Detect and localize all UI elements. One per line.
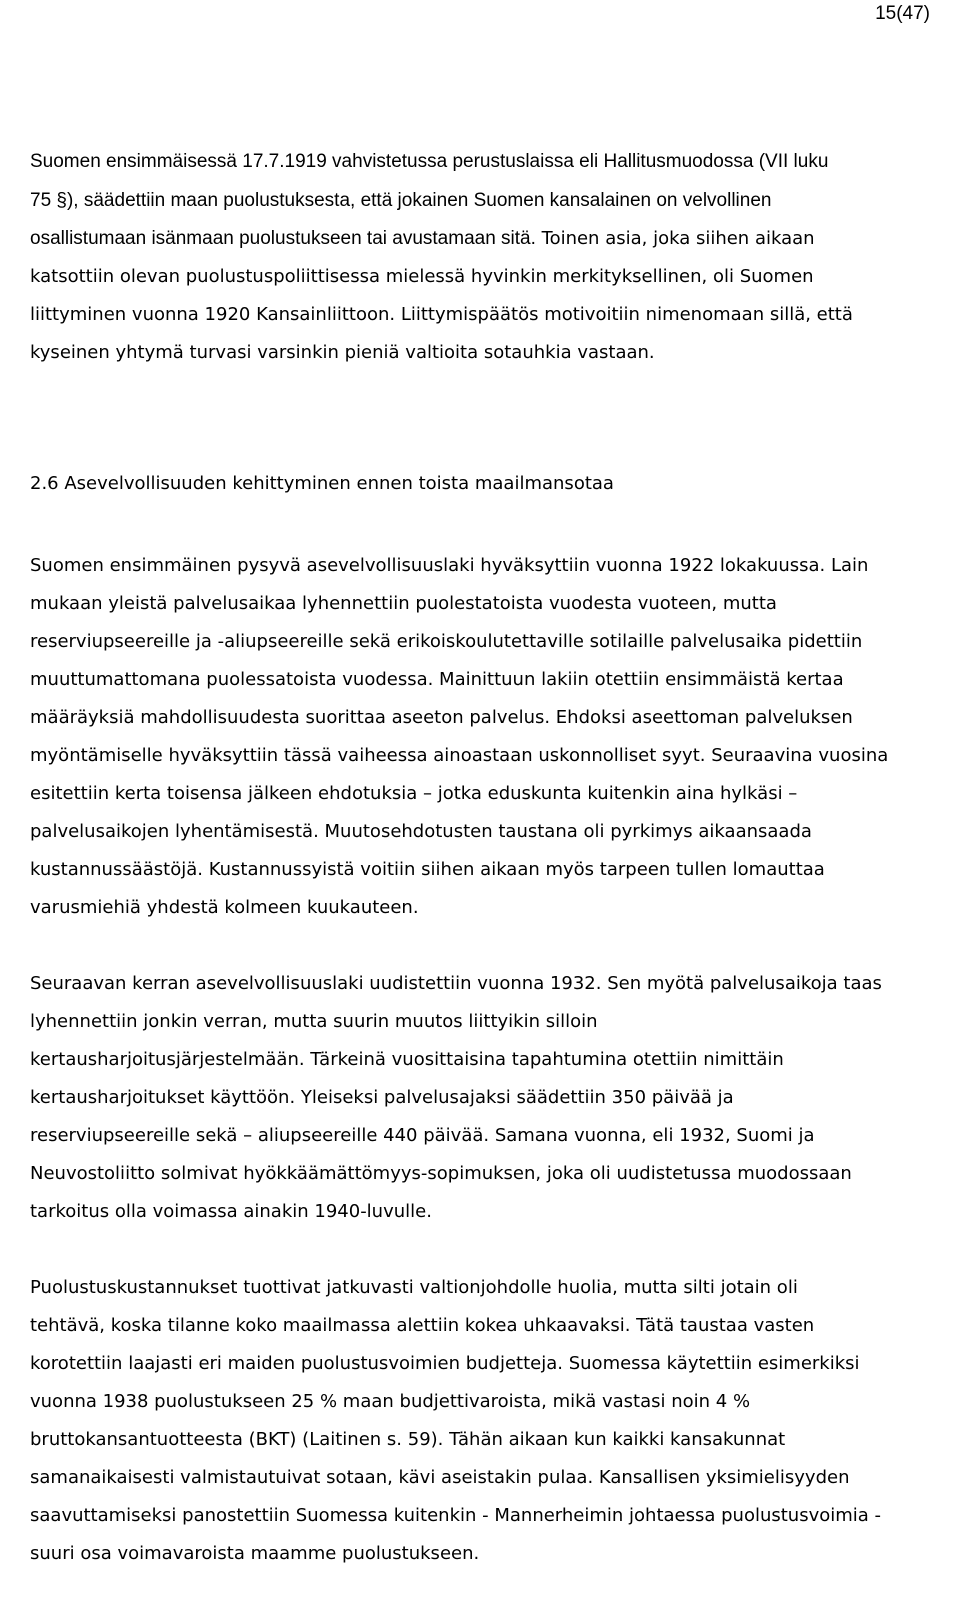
text-line: tehtävä, koska tilanne koko maailmassa alettiin kokea uhkaavaksi. Tätä taustaa vasten [30, 1315, 815, 1336]
text-line [30, 150, 828, 174]
text-line: korotettiin laajasti eri maiden puolustusvoimien budjetteja. Suomessa käytettiin esimerkiksi [30, 1353, 860, 1374]
text-line [30, 341, 655, 365]
text-line: kustannussäästöjä. Kustannussyistä voitiin siihen aikaan myös tarpeen tullen lomauttaa [30, 859, 825, 880]
text-segment: Suomen ensimmäisessä 17.7.1919 vahvistetussa perustuslaissa eli Hallitusmuodossa (VII luku [30, 151, 829, 172]
text-line: palvelusaikojen lyhentämisestä. Muutosehdotusten taustana oli pyrkimys aikaansaada [30, 821, 812, 842]
text-line: kertausharjoitukset käyttöön. Yleiseksi palvelusajaksi säädettiin 350 päivää ja [30, 1087, 734, 1108]
text-line: Puolustuskustannukset tuottivat jatkuvasti valtionjohdolle huolia, mutta silti jotain oli [30, 1277, 798, 1298]
text-line: mukaan yleistä palvelusaikaa lyhennettiin puolestatoista vuodesta vuoteen, mutta [30, 593, 777, 614]
text-line: Suomen ensimmäinen pysyvä asevelvollisuuslaki hyväksyttiin vuonna 1922 lokakuussa. Lain [30, 555, 869, 576]
text-line: varusmiehiä yhdestä kolmeen kuukauteen. [30, 897, 419, 918]
text-line: Seuraavan kerran asevelvollisuuslaki uudistettiin vuonna 1932. Sen myötä palvelusaikoja taas [30, 973, 882, 994]
text-segment: 75 §), säädettiin maan puolustuksesta, että jokainen Suomen kansalainen on velvollinen [30, 190, 772, 211]
text-segment: kyseinen yhtymä turvasi varsinkin pieniä valtioita sotauhkia vastaan. [30, 342, 655, 363]
text-line: reserviupseereille ja -aliupseereille sekä erikoiskoulutettaville sotilaille palvelusaika pidettiin [30, 631, 863, 652]
text-line: suuri osa voimavaroista maamme puolustukseen. [30, 1543, 480, 1564]
text-line: lyhennettiin jonkin verran, mutta suurin muutos liittyikin silloin [30, 1011, 598, 1032]
text-segment: osallistumaan isänmaan puolustukseen tai avustamaan sitä. [30, 228, 536, 249]
text-line [30, 227, 815, 251]
page-number: 15(47) [875, 3, 930, 24]
text-line: samanaikaisesti valmistautuivat sotaan, kävi aseistakin pulaa. Kansallisen yksimielisyyden [30, 1467, 850, 1488]
text-line [30, 303, 853, 327]
text-line: vuonna 1938 puolustukseen 25 % maan budjettivaroista, mikä vastasi noin 4 % [30, 1391, 751, 1412]
text-line [30, 189, 771, 213]
text-line: esitettiin kerta toisensa jälkeen ehdotuksia – jotka eduskunta kuitenkin aina hylkäsi – [30, 783, 798, 804]
section-heading: 2.6 Asevelvollisuuden kehittyminen ennen toista maailmansotaa [30, 473, 614, 494]
text-line: reserviupseereille sekä – aliupseereille 440 päivää. Samana vuonna, eli 1932, Suomi ja [30, 1125, 815, 1146]
text-line: tarkoitus olla voimassa ainakin 1940-luvulle. [30, 1201, 432, 1222]
text-line: bruttokansantuotteesta (BKT) (Laitinen s. 59). Tähän aikaan kun kaikki kansakunnat [30, 1429, 786, 1450]
text-line: saavuttamiseksi panostettiin Suomessa kuitenkin - Mannerheimin johtaessa puolustusvoimia - [30, 1505, 882, 1526]
text-line: kertausharjoitusjärjestelmään. Tärkeinä vuosittaisina tapahtumina otettiin nimittäin [30, 1049, 784, 1070]
text-line: Neuvostoliitto solmivat hyökkäämättömyys-sopimuksen, joka oli uudistetussa muodossaan [30, 1163, 852, 1184]
text-line: myöntämiselle hyväksyttiin tässä vaiheessa ainoastaan uskonnolliset syyt. Seuraavina vuosina [30, 745, 889, 766]
text-line: muuttumattomana puolessatoista vuodessa. Mainittuun lakiin otettiin ensimmäistä kertaa [30, 669, 844, 690]
text-line [30, 265, 814, 289]
text-line: määräyksiä mahdollisuudesta suorittaa aseeton palvelus. Ehdoksi aseettoman palveluksen [30, 707, 853, 728]
text-segment: katsottiin olevan puolustuspoliittisessa mielessä hyvinkin merkityksellinen, oli Suomen [30, 266, 814, 287]
text-segment: Toinen asia, joka siihen aikaan [535, 228, 815, 249]
text-segment: liittyminen vuonna 1920 Kansainliittoon. Liittymispäätös motivoitiin nimenomaan sillä, että [30, 304, 853, 325]
